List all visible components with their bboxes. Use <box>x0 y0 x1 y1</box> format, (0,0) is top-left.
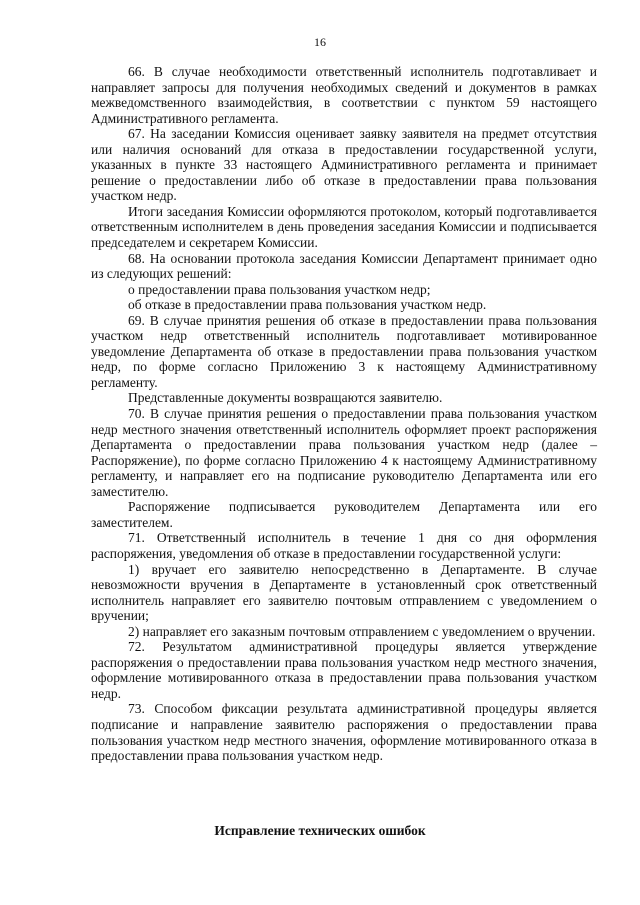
paragraph-71-item-2: 2) направляет его заказным почтовым отправлением с уведомлением о вручении. <box>128 623 596 639</box>
paragraph-67: 67. На заседании Комиссия оценивает заявку заявителя на предмет отсутствия или наличия оснований для отказа в предоставлении государственной услуги, указанных в пункте 33 настоящего Административного регламента и принимает решение о предоставлении либо об отказе в предоставлении права пользования участком недр. <box>91 126 597 204</box>
paragraph-67-protocol: Итоги заседания Комиссии оформляются протоколом, который подготавливается ответственным исполнителем в день проведения заседания Комиссии и подписывается председателем и секретарем Комиссии. <box>91 203 597 251</box>
paragraph-68-option-grant: о предоставлении права пользования участком недр; <box>128 281 431 297</box>
paragraph-71-item-1: 1) вручает его заявителю непосредственно в Департаменте. В случае невозможности вручения в Департаменте в установленный срок ответственный исполнитель направляет его заявителю почтовым отправлением с уведомлением о вручении; <box>91 561 597 624</box>
paragraph-70: 70. В случае принятия решения о предоставлении права пользования участком недр местного значения ответственный исполнитель оформляет проект распоряжения Департамента о предоставлении права пользования участком недр (далее – Распоряжение), по форме согласно Приложению 4 к настоящему Административному регламенту, и направляет его на подписание руководителю Департамента или его заместителю. <box>91 406 597 499</box>
document-body <box>91 64 597 764</box>
paragraph-68-option-refuse: об отказе в предоставлении права пользования участком недр. <box>128 297 487 313</box>
paragraph-72: 72. Результатом административной процедуры является утверждение распоряжения о предоставлении права пользования участком недр местного значения, оформление мотивированного отказа в предоставлении права пользования участком недр. <box>91 639 597 701</box>
page-number: 16 <box>314 35 326 49</box>
paragraph-70-signature: Распоряжение подписывается руководителем Департамента или его заместителем. <box>91 499 597 530</box>
paragraph-69: 69. В случае принятия решения об отказе в предоставлении права пользования участком недр ответственный исполнитель подготавливает мотивированное уведомление Департамента об отказе в предоставлении права пользования участком недр, по форме согласно Приложению 3 к настоящему Административному регламенту. <box>91 312 597 390</box>
section-heading: Исправление технических ошибок <box>214 823 426 838</box>
paragraph-66: 66. В случае необходимости ответственный исполнитель подготавливает и направляет запросы для получения необходимых сведений и документов в рамках межведомственного взаимодействия, в соответствии с пунктом 59 настоящего Административного регламента. <box>91 64 597 126</box>
paragraph-73: 73. Способом фиксации результата административной процедуры является подписание и направление заявителю распоряжения о предоставлении права пользования участком недр местного значения, оформление мотивированного отказа в предоставлении права пользования участком недр. <box>91 701 597 764</box>
paragraph-68: 68. На основании протокола заседания Комиссии Департамент принимает одно из следующих решений: <box>91 250 597 282</box>
paragraph-71: 71. Ответственный исполнитель в течение 1 дня со дня оформления распоряжения, уведомления об отказе в предоставлении государственной услуги: <box>91 530 597 561</box>
paragraph-69-return: Представленные документы возвращаются заявителю. <box>128 390 443 406</box>
